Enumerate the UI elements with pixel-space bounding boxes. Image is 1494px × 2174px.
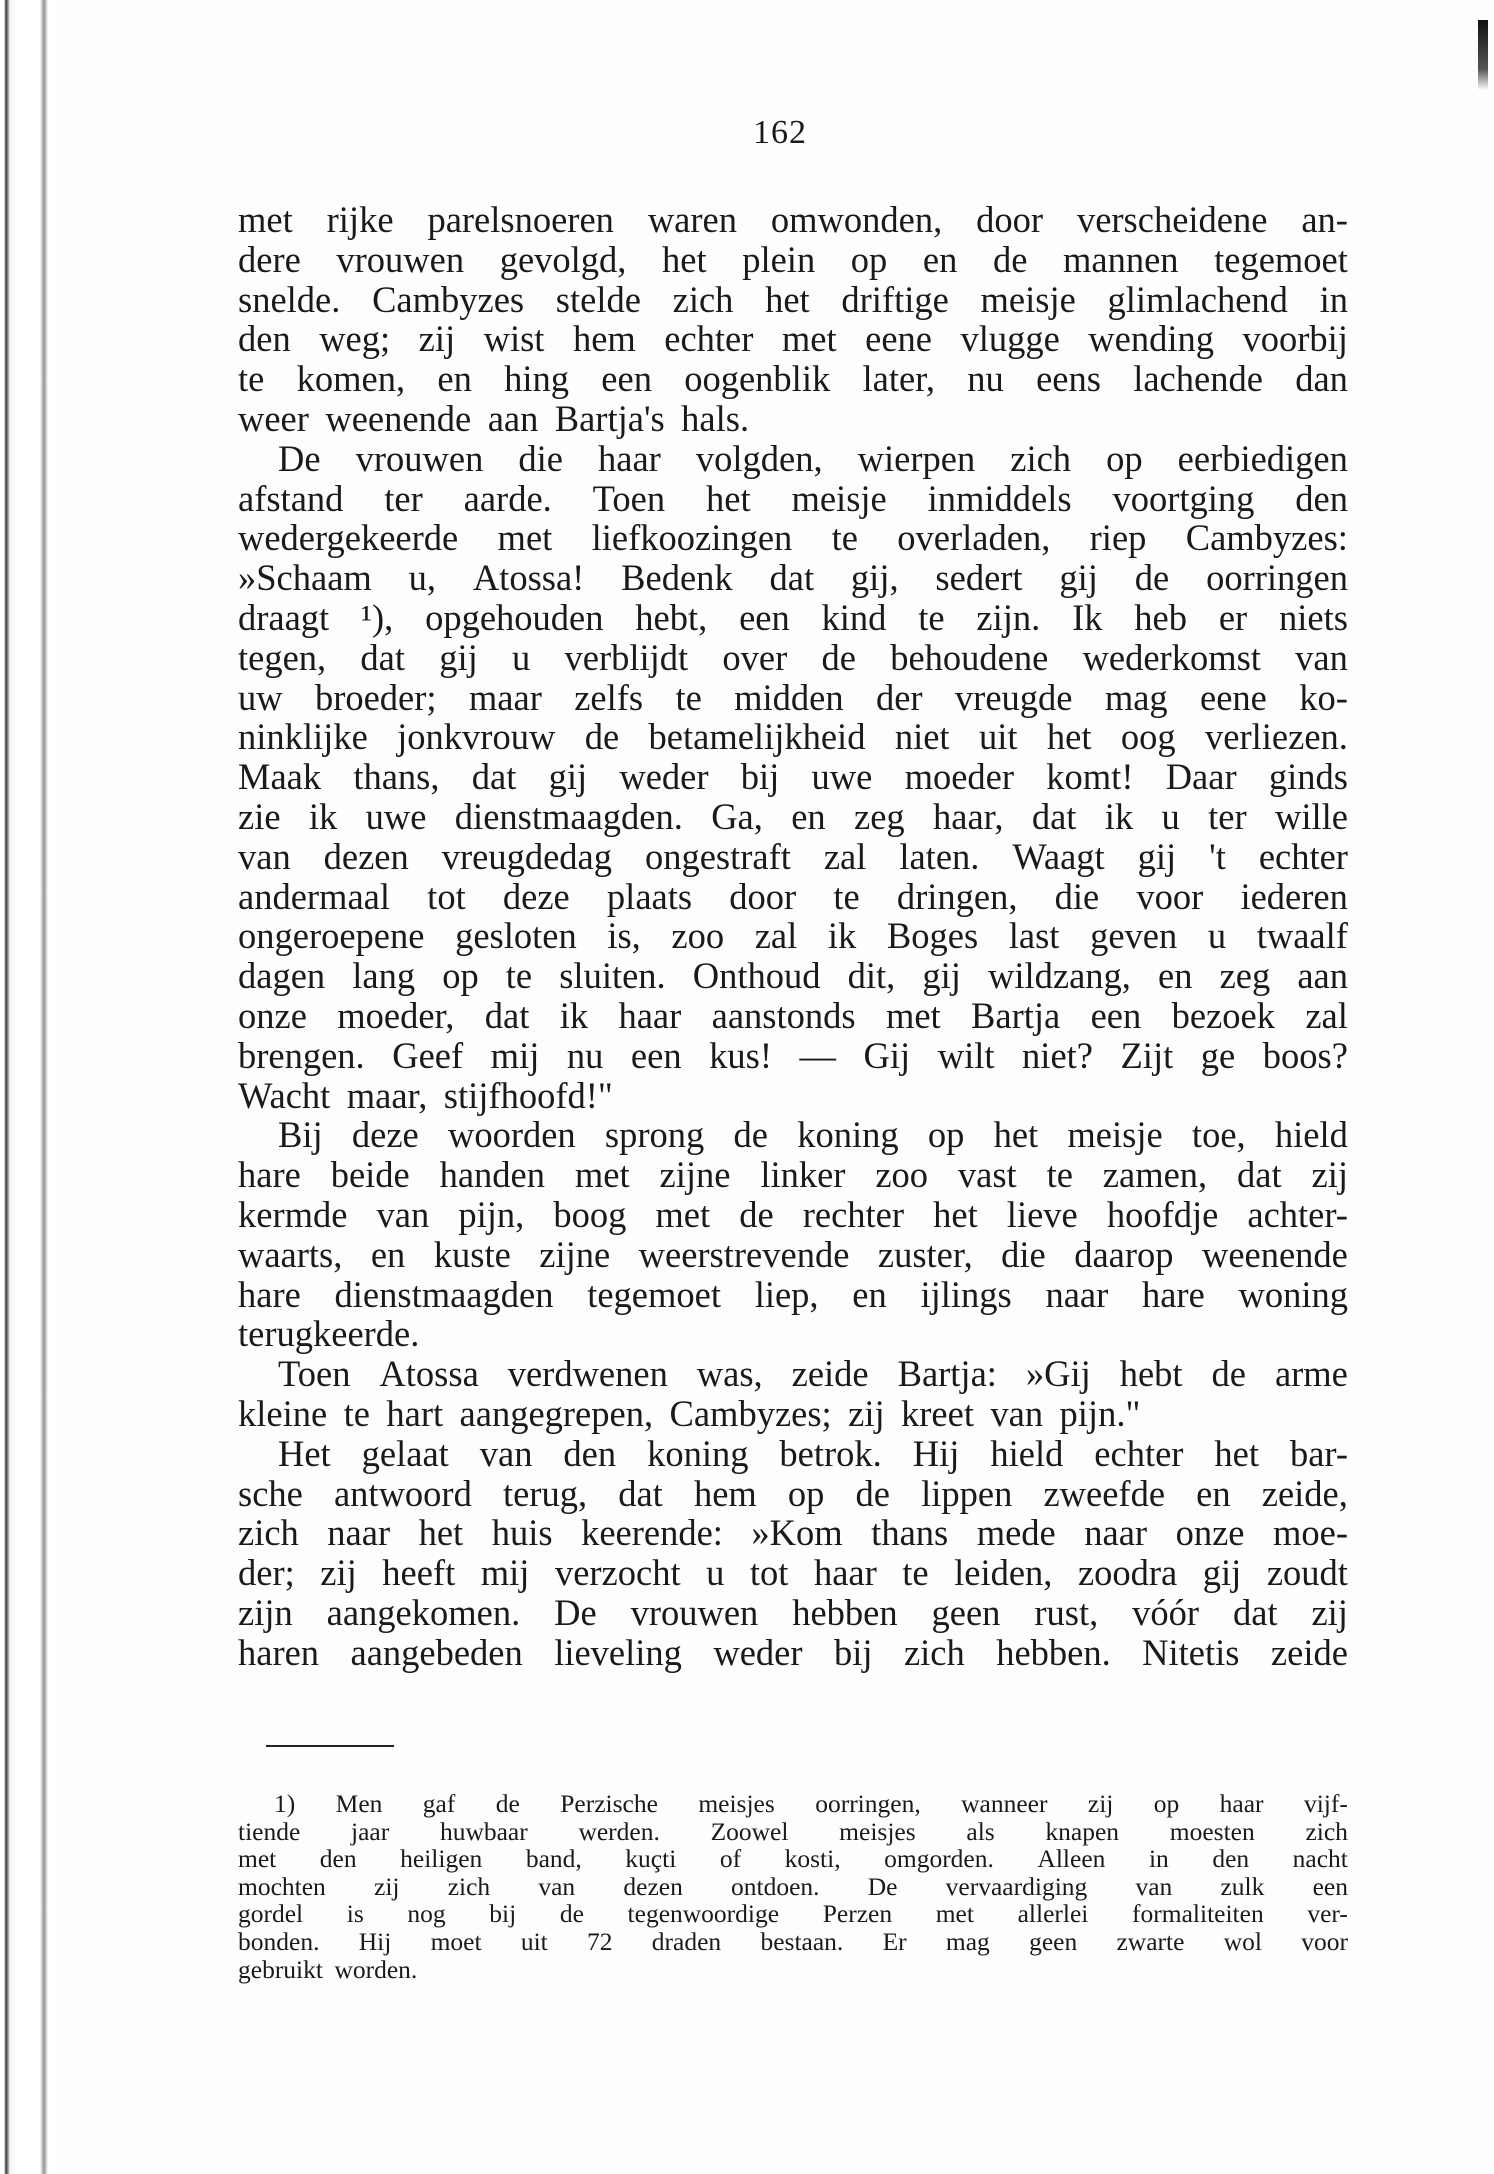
body-text-line: onze moeder, dat ik haar aanstonds met Bartja een bezoek zal <box>238 994 1348 1036</box>
body-text-line: uw broeder; maar zelfs te midden der vreugde mag eene ko- <box>238 676 1348 718</box>
body-text-line: ninklijke jonkvrouw de betamelijkheid niet uit het oog verliezen. <box>238 716 1348 758</box>
footnote <box>238 1790 1348 1983</box>
body-text-line: met rijke parelsnoeren waren omwonden, door verscheidene an- <box>238 199 1348 240</box>
footnote-line: tiende jaar huwbaar werden. Zoowel meisjes als knapen moesten zich <box>238 1816 1348 1846</box>
footnote-line: met den heiligen band, kuçti of kosti, omgorden. Alleen in den nacht <box>238 1844 1348 1874</box>
page-number: 162 <box>753 114 807 151</box>
body-text-line: waarts, en kuste zijne weerstrevende zuster, die daarop weenende <box>238 1233 1348 1275</box>
body-text-line: terugkeerde. <box>238 1313 420 1355</box>
body-text-line: zich naar het huis keerende: »Kom thans mede naar onze moe- <box>238 1512 1348 1554</box>
body-text <box>238 200 1348 1672</box>
body-text-line: brengen. Geef mij nu een kus! — Gij wilt niet? Zijt ge boos? <box>238 1034 1348 1076</box>
body-text-line: dagen lang op te sluiten. Onthoud dit, gij wildzang, en zeg aan <box>238 955 1348 997</box>
body-text-line: zijn aangekomen. De vrouwen hebben geen rust, vóór dat zij <box>238 1591 1348 1633</box>
body-text-line: Bij deze woorden sprong de koning op het meisje toe, hield <box>278 1114 1348 1156</box>
body-text-line: ongeroepene gesloten is, zoo zal ik Boges last geven u twaalf <box>238 915 1348 957</box>
body-text-line: haren aangebeden lieveling weder bij zich hebben. Nitetis zeide <box>238 1631 1348 1673</box>
body-text-line: hare beide handen met zijne linker zoo vast te zamen, dat zij <box>238 1154 1348 1196</box>
body-text-line: sche antwoord terug, dat hem op de lippen zweefde en zeide, <box>238 1472 1348 1514</box>
footnote-line: mochten zij zich van dezen ontdoen. De vervaardiging van zulk een <box>238 1871 1348 1901</box>
footnote-line: bonden. Hij moet uit 72 draden bestaan. Er mag geen zwarte wol voor <box>238 1926 1348 1956</box>
body-text-line: kleine te hart aangegrepen, Cambyzes; zij kreet van pijn." <box>238 1392 1141 1434</box>
body-text-line: andermaal tot deze plaats door te dringen, die voor iederen <box>238 875 1348 917</box>
footnote-line: gordel is nog bij de tegenwoordige Perzen met allerlei formaliteiten ver- <box>238 1899 1348 1929</box>
body-text-line: draagt ¹), opgehouden hebt, een kind te zijn. Ik heb er niets <box>238 596 1348 638</box>
body-text-line: dere vrouwen gevolgd, het plein op en de mannen tegemoet <box>238 238 1348 280</box>
body-text-line: den weg; zij wist hem echter met eene vlugge wending voorbij <box>238 318 1348 360</box>
body-text-line: te komen, en hing een oogenblik later, nu eens lachende dan <box>238 358 1348 400</box>
body-text-line: wedergekeerde met liefkoozingen te overladen, riep Cambyzes: <box>238 517 1348 559</box>
footnote-line: 1) Men gaf de Perzische meisjes oorringen, wanneer zij op haar vijf- <box>274 1789 1348 1818</box>
body-text-line: kermde van pijn, boog met de rechter het lieve hoofdje achter- <box>238 1193 1348 1235</box>
body-text-line: weer weenende aan Bartja's hals. <box>238 397 750 439</box>
body-text-line: zie ik uwe dienstmaagden. Ga, en zeg haar, dat ik u ter wille <box>238 795 1348 837</box>
body-text-line: hare dienstmaagden tegemoet liep, en ijlings naar hare woning <box>238 1273 1348 1315</box>
body-text-line: Maak thans, dat gij weder bij uwe moeder komt! Daar ginds <box>238 756 1348 798</box>
footnote-rule <box>266 1745 394 1747</box>
body-text-line: De vrouwen die haar volgden, wierpen zich op eerbiedigen <box>278 437 1348 479</box>
body-text-line: Wacht maar, stijfhoofd!" <box>238 1074 613 1116</box>
body-text-line: Het gelaat van den koning betrok. Hij hield echter het bar- <box>278 1432 1348 1474</box>
body-text-line: »Schaam u, Atossa! Bedenk dat gij, sedert gij de oorringen <box>238 557 1348 599</box>
body-text-line: snelde. Cambyzes stelde zich het driftige meisje glimlachend in <box>238 278 1348 320</box>
body-text-line: tegen, dat gij u verblijdt over de behoudene wederkomst van <box>238 636 1348 678</box>
body-text-line: der; zij heeft mij verzocht u tot haar te leiden, zoodra gij zoudt <box>238 1552 1348 1594</box>
footnote-line: gebruikt worden. <box>238 1954 418 1984</box>
binding-edge <box>0 0 58 2174</box>
body-text-line: afstand ter aarde. Toen het meisje inmiddels voortging den <box>238 477 1348 519</box>
corner-mark <box>1478 20 1488 90</box>
body-text-line: van dezen vreugdedag ongestraft zal laten. Waagt gij 't echter <box>238 835 1348 877</box>
body-text-line: Toen Atossa verdwenen was, zeide Bartja: »Gij hebt de arme <box>278 1353 1348 1395</box>
